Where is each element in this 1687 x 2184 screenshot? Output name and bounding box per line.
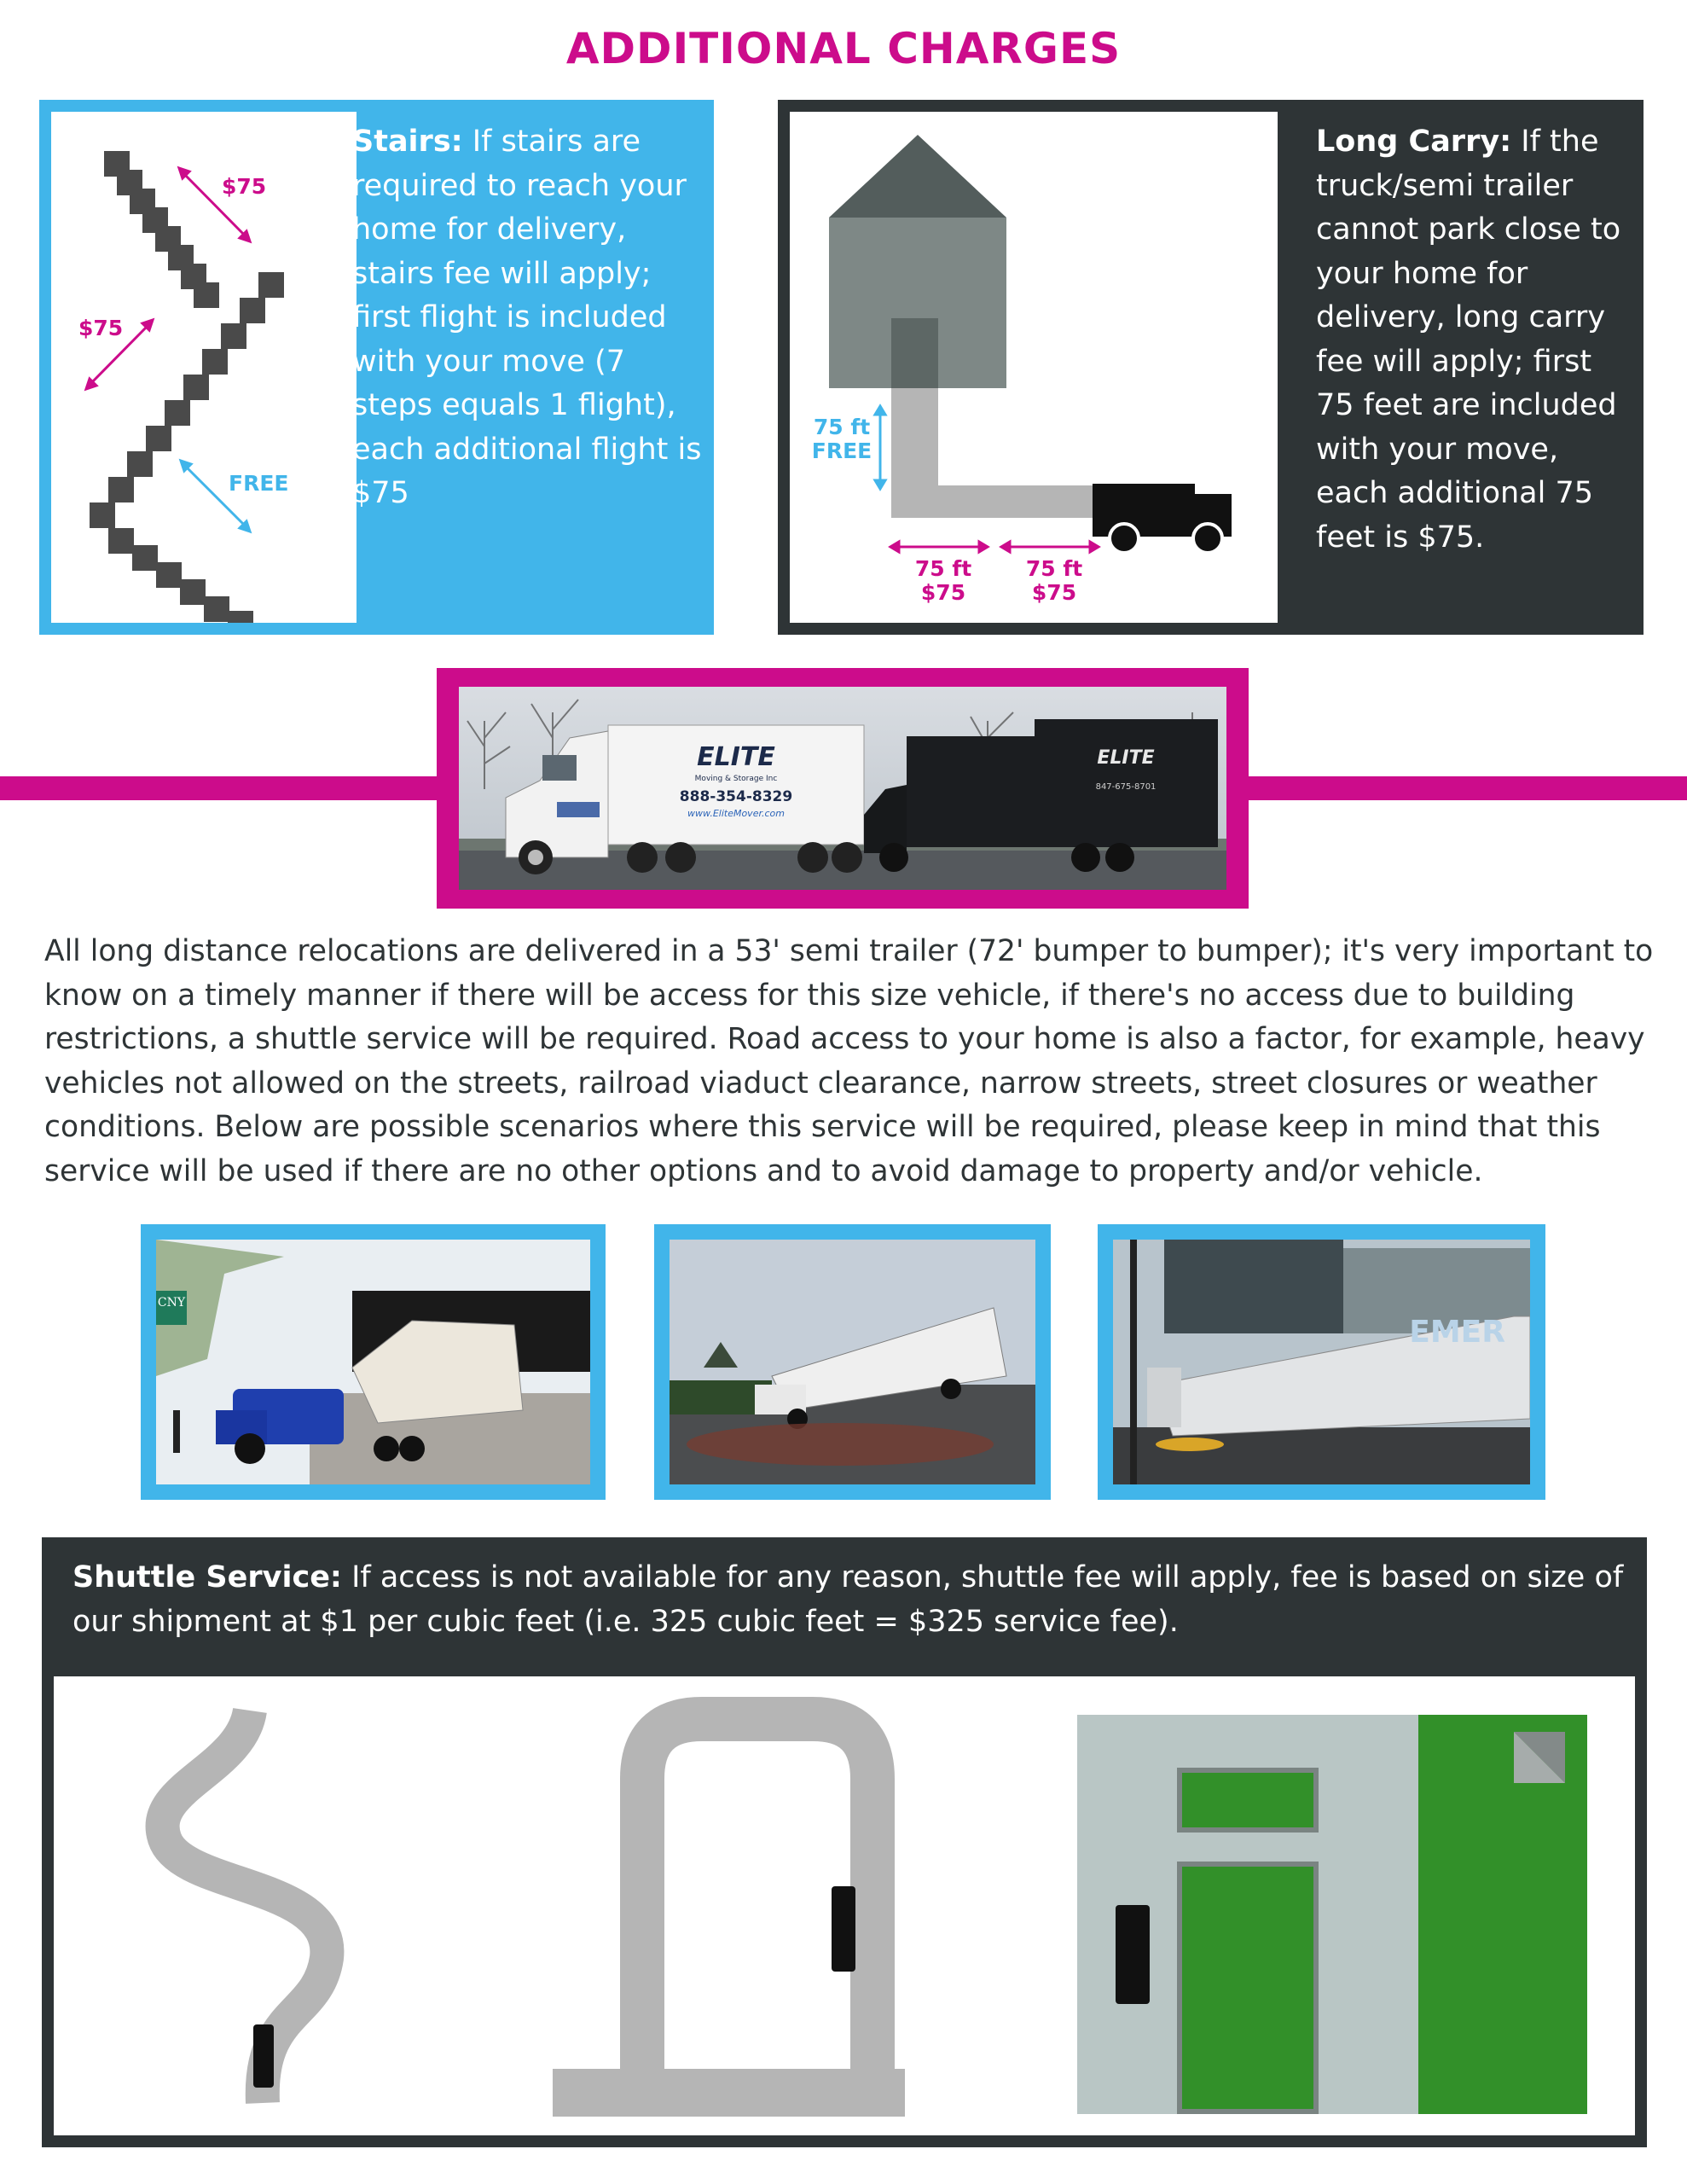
truck-icon [1093, 484, 1232, 553]
segment-1-distance: 75 ft [914, 556, 972, 581]
long-carry-description [1316, 120, 1632, 560]
long-carry-segment-2-label [1008, 557, 1100, 605]
long-carry-heading: Long Carry: [1316, 125, 1512, 159]
house-roof [829, 135, 1006, 218]
underpass-base [553, 2069, 905, 2117]
stairs-top-fee-label: $75 [222, 174, 267, 199]
box-truck-phone-text: 847-675-8701 [1095, 782, 1157, 792]
long-carry-panel [778, 100, 1644, 635]
free-word: FREE [811, 439, 872, 463]
stairs-body: If stairs are required to reach your home for delivery, stairs fee will apply; first flight is included with your move (7 steps equals 1 flight), each additional flight is $75 [352, 125, 702, 510]
long-distance-paragraph: All long distance relocations are delivered in a 53' semi trailer (72' bumper to bumper); it's very important to know on a timely manner if there will be access for this size vehicle, if there's no access due to building restrictions, a shuttle service will be required. Road access to your home is also a factor, for example, heavy vehicles not allowed on the streets, railroad viaduct clearance, narrow streets, street closures or weather conditions. Below are possible scenarios where this service will be required, please keep in mind that this service will be used if there are no other options and to avoid damage to property and/or vehicle. [44, 934, 1654, 1188]
shuttle-heading: Shuttle Service: [72, 1560, 342, 1594]
scenario-photo-tight-turn [670, 1240, 1035, 1484]
trailer-side-text: EMER [1409, 1315, 1505, 1350]
house-door [891, 318, 938, 388]
green-building-main [1180, 1864, 1316, 2111]
long-carry-illustration [790, 112, 1278, 623]
stairs-middle-fee-label: $75 [78, 316, 124, 340]
segment-1-fee: $75 [920, 580, 966, 605]
stairs-heading: Stairs: [352, 125, 463, 159]
truck-under-arch-icon [832, 1886, 855, 1972]
segment-2-fee: $75 [1031, 580, 1077, 605]
long-carry-diagram [790, 112, 1278, 623]
shuttle-diagram [54, 1676, 1635, 2135]
winding-road [163, 1711, 328, 2103]
cny-sign-text: CNY [157, 1296, 186, 1310]
trailer-phone-text: 888-354-8329 [679, 788, 793, 805]
shuttle-scenarios-illustration [54, 1676, 1635, 2135]
stairs-panel [39, 100, 714, 635]
stairs-illustration [51, 112, 357, 623]
long-carry-segment-1-label [897, 557, 989, 605]
scenario-photo-tight-turn-frame [654, 1224, 1051, 1500]
shuttle-service-panel [42, 1537, 1647, 2147]
shuttle-body: If access is not available for any reason, shuttle fee will apply, fee is based on size of our shipment at $1 per cubic feet (i.e. 325 cubic feet = $325 service fee). [72, 1560, 1624, 1639]
green-building-top [1180, 1770, 1316, 1830]
scenario-photo-narrow-street-frame [1098, 1224, 1545, 1500]
scenario-photo-narrow-street [1113, 1240, 1530, 1484]
trailer-brand-text: ELITE [697, 742, 775, 772]
scenario-photo-viaduct [156, 1240, 590, 1484]
page-title: ADDITIONAL CHARGES [565, 24, 1122, 73]
stairs-diagram [51, 112, 357, 623]
shuttle-description [72, 1556, 1625, 1644]
truck-in-lot-icon [1116, 1905, 1150, 2004]
trailer-subtitle-text: Moving & Storage Inc [694, 775, 778, 783]
segment-2-distance: 75 ft [1025, 556, 1083, 581]
trailer-web-text: www.EliteMover.com [687, 808, 785, 819]
long-carry-free-label [803, 415, 880, 463]
free-distance: 75 ft [813, 415, 871, 439]
truck-photo-frame [437, 668, 1249, 909]
scenario-photo-viaduct-frame [141, 1224, 606, 1500]
stairs-free-label: FREE [229, 471, 289, 496]
long-carry-body: If the truck/semi trailer cannot park close to your home for delivery, long carry fee will apply; first 75 feet are included with your move, each additional 75 feet is $75. [1316, 125, 1621, 555]
stairs-description [352, 120, 704, 516]
elite-trucks-photo [459, 687, 1226, 890]
box-truck-brand-text: ELITE [1097, 747, 1155, 769]
truck-on-winding-road-icon [253, 2024, 274, 2088]
